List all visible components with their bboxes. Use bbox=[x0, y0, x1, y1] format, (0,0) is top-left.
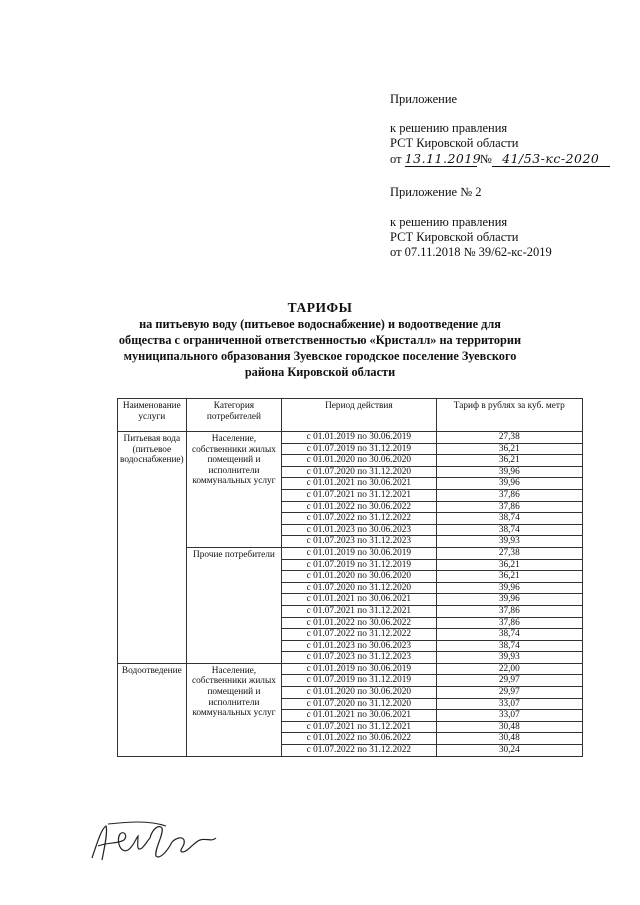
period-cell: с 01.07.2020 по 31.12.2020 bbox=[282, 582, 436, 594]
period-cell: с 01.01.2023 по 30.06.2023 bbox=[282, 524, 436, 536]
tariff-value-cell: 30,48 bbox=[436, 721, 582, 733]
title-line3: муниципального образования Зуевское городское поселение Зуевского bbox=[123, 349, 517, 363]
tariff-table bbox=[117, 398, 583, 757]
period-cell: с 01.01.2022 по 30.06.2022 bbox=[282, 501, 436, 513]
title-main: ТАРИФЫ bbox=[287, 300, 353, 315]
tariff-value-cell: 29,97 bbox=[436, 687, 582, 699]
title-line2: общества с ограниченной ответственностью «Кристалл» на территории bbox=[118, 333, 522, 347]
header-category: Категория потребителей bbox=[186, 399, 282, 432]
header-tariff: Тариф в рублях за куб. метр bbox=[436, 399, 582, 432]
signature-icon bbox=[88, 820, 223, 865]
period-cell: с 01.07.2020 по 31.12.2020 bbox=[282, 698, 436, 710]
period-cell: с 01.01.2020 по 30.06.2020 bbox=[282, 571, 436, 583]
table-row bbox=[118, 547, 583, 559]
appendix2-label: Приложение № 2 bbox=[390, 185, 482, 199]
table-row bbox=[118, 663, 583, 675]
tariff-value-cell: 33,07 bbox=[436, 710, 582, 722]
period-cell: с 01.07.2022 по 31.12.2022 bbox=[282, 745, 436, 757]
period-cell: с 01.07.2023 по 31.12.2023 bbox=[282, 536, 436, 548]
period-cell: с 01.07.2022 по 31.12.2022 bbox=[282, 629, 436, 641]
tariff-value-cell: 33,07 bbox=[436, 698, 582, 710]
tariff-value-cell: 22,00 bbox=[436, 663, 582, 675]
header-period: Период действия bbox=[282, 399, 436, 432]
tariff-value-cell: 38,74 bbox=[436, 629, 582, 641]
appendix-decision-line1: к решению правления bbox=[390, 121, 508, 135]
tariff-value-cell: 36,21 bbox=[436, 559, 582, 571]
period-cell: с 01.07.2022 по 31.12.2022 bbox=[282, 513, 436, 525]
service-name-cell: Водоотведение bbox=[118, 663, 187, 756]
tariff-value-cell: 38,74 bbox=[436, 524, 582, 536]
appendix2-decision-line3: от 07.11.2018 № 39/62-кс-2019 bbox=[390, 245, 552, 259]
appendix-decision-line2: РСТ Кировской области bbox=[390, 136, 519, 150]
period-cell: с 01.01.2019 по 30.06.2019 bbox=[282, 432, 436, 444]
appendix2-decision-line2: РСТ Кировской области bbox=[390, 230, 519, 244]
decision-from-prefix: от bbox=[390, 152, 402, 166]
period-cell: с 01.01.2023 по 30.06.2023 bbox=[282, 640, 436, 652]
period-cell: с 01.07.2020 по 31.12.2020 bbox=[282, 466, 436, 478]
tariff-value-cell: 27,38 bbox=[436, 432, 582, 444]
tariff-value-cell: 37,86 bbox=[436, 605, 582, 617]
table-row bbox=[118, 432, 583, 444]
period-cell: с 01.01.2021 по 30.06.2021 bbox=[282, 710, 436, 722]
title-line4: района Кировской области bbox=[244, 365, 396, 379]
decision-no-prefix: № bbox=[479, 152, 492, 166]
appendix-decision-ref bbox=[390, 151, 610, 167]
tariff-value-cell: 27,38 bbox=[436, 547, 582, 559]
period-cell: с 01.01.2021 по 30.06.2021 bbox=[282, 478, 436, 490]
tariff-value-cell: 38,74 bbox=[436, 513, 582, 525]
tariff-value-cell: 30,48 bbox=[436, 733, 582, 745]
appendix2-decision-line1: к решению правления bbox=[390, 215, 508, 229]
period-cell: с 01.01.2021 по 30.06.2021 bbox=[282, 594, 436, 606]
category-name-cell: Прочие потребители bbox=[186, 547, 282, 663]
tariff-value-cell: 39,96 bbox=[436, 466, 582, 478]
period-cell: с 01.07.2021 по 31.12.2021 bbox=[282, 605, 436, 617]
period-cell: с 01.01.2019 по 30.06.2019 bbox=[282, 547, 436, 559]
tariff-value-cell: 39,96 bbox=[436, 582, 582, 594]
period-cell: с 01.01.2019 по 30.06.2019 bbox=[282, 663, 436, 675]
period-cell: с 01.07.2019 по 31.12.2019 bbox=[282, 443, 436, 455]
period-cell: с 01.07.2019 по 31.12.2019 bbox=[282, 559, 436, 571]
period-cell: с 01.01.2022 по 30.06.2022 bbox=[282, 733, 436, 745]
period-cell: с 01.07.2019 по 31.12.2019 bbox=[282, 675, 436, 687]
period-cell: с 01.07.2023 по 31.12.2023 bbox=[282, 652, 436, 664]
period-cell: с 01.01.2022 по 30.06.2022 bbox=[282, 617, 436, 629]
appendix-header bbox=[390, 92, 610, 167]
tariff-value-cell: 36,21 bbox=[436, 455, 582, 467]
appendix2-header bbox=[390, 185, 552, 260]
tariff-value-cell: 39,96 bbox=[436, 594, 582, 606]
category-name-cell: Население, собственники жилых помещений и исполнители коммунальных услуг bbox=[186, 432, 282, 548]
period-cell: с 01.07.2021 по 31.12.2021 bbox=[282, 721, 436, 733]
table-header-row bbox=[118, 399, 583, 432]
decision-date-handwritten: 13.11.2019 bbox=[404, 151, 482, 166]
tariff-value-cell: 38,74 bbox=[436, 640, 582, 652]
tariff-value-cell: 39,93 bbox=[436, 652, 582, 664]
service-name-cell: Питьевая вода (питьевое водоснабжение) bbox=[118, 432, 187, 664]
tariff-value-cell: 36,21 bbox=[436, 443, 582, 455]
document-title bbox=[0, 300, 640, 380]
period-cell: с 01.01.2020 по 30.06.2020 bbox=[282, 687, 436, 699]
category-name-cell: Население, собственники жилых помещений и исполнители коммунальных услуг bbox=[186, 663, 282, 756]
tariff-value-cell: 29,97 bbox=[436, 675, 582, 687]
tariff-value-cell: 37,86 bbox=[436, 489, 582, 501]
header-service: Наименование услуги bbox=[118, 399, 187, 432]
period-cell: с 01.07.2021 по 31.12.2021 bbox=[282, 489, 436, 501]
appendix-label: Приложение bbox=[390, 92, 458, 106]
decision-number-handwritten: 41/53-кс-2020 bbox=[492, 151, 610, 167]
tariff-value-cell: 37,86 bbox=[436, 617, 582, 629]
title-line1: на питьевую воду (питьевое водоснабжение) и водоотведение для bbox=[139, 317, 501, 331]
tariff-value-cell: 39,96 bbox=[436, 478, 582, 490]
tariff-value-cell: 37,86 bbox=[436, 501, 582, 513]
tariff-value-cell: 30,24 bbox=[436, 745, 582, 757]
tariff-value-cell: 36,21 bbox=[436, 571, 582, 583]
tariff-value-cell: 39,93 bbox=[436, 536, 582, 548]
period-cell: с 01.01.2020 по 30.06.2020 bbox=[282, 455, 436, 467]
